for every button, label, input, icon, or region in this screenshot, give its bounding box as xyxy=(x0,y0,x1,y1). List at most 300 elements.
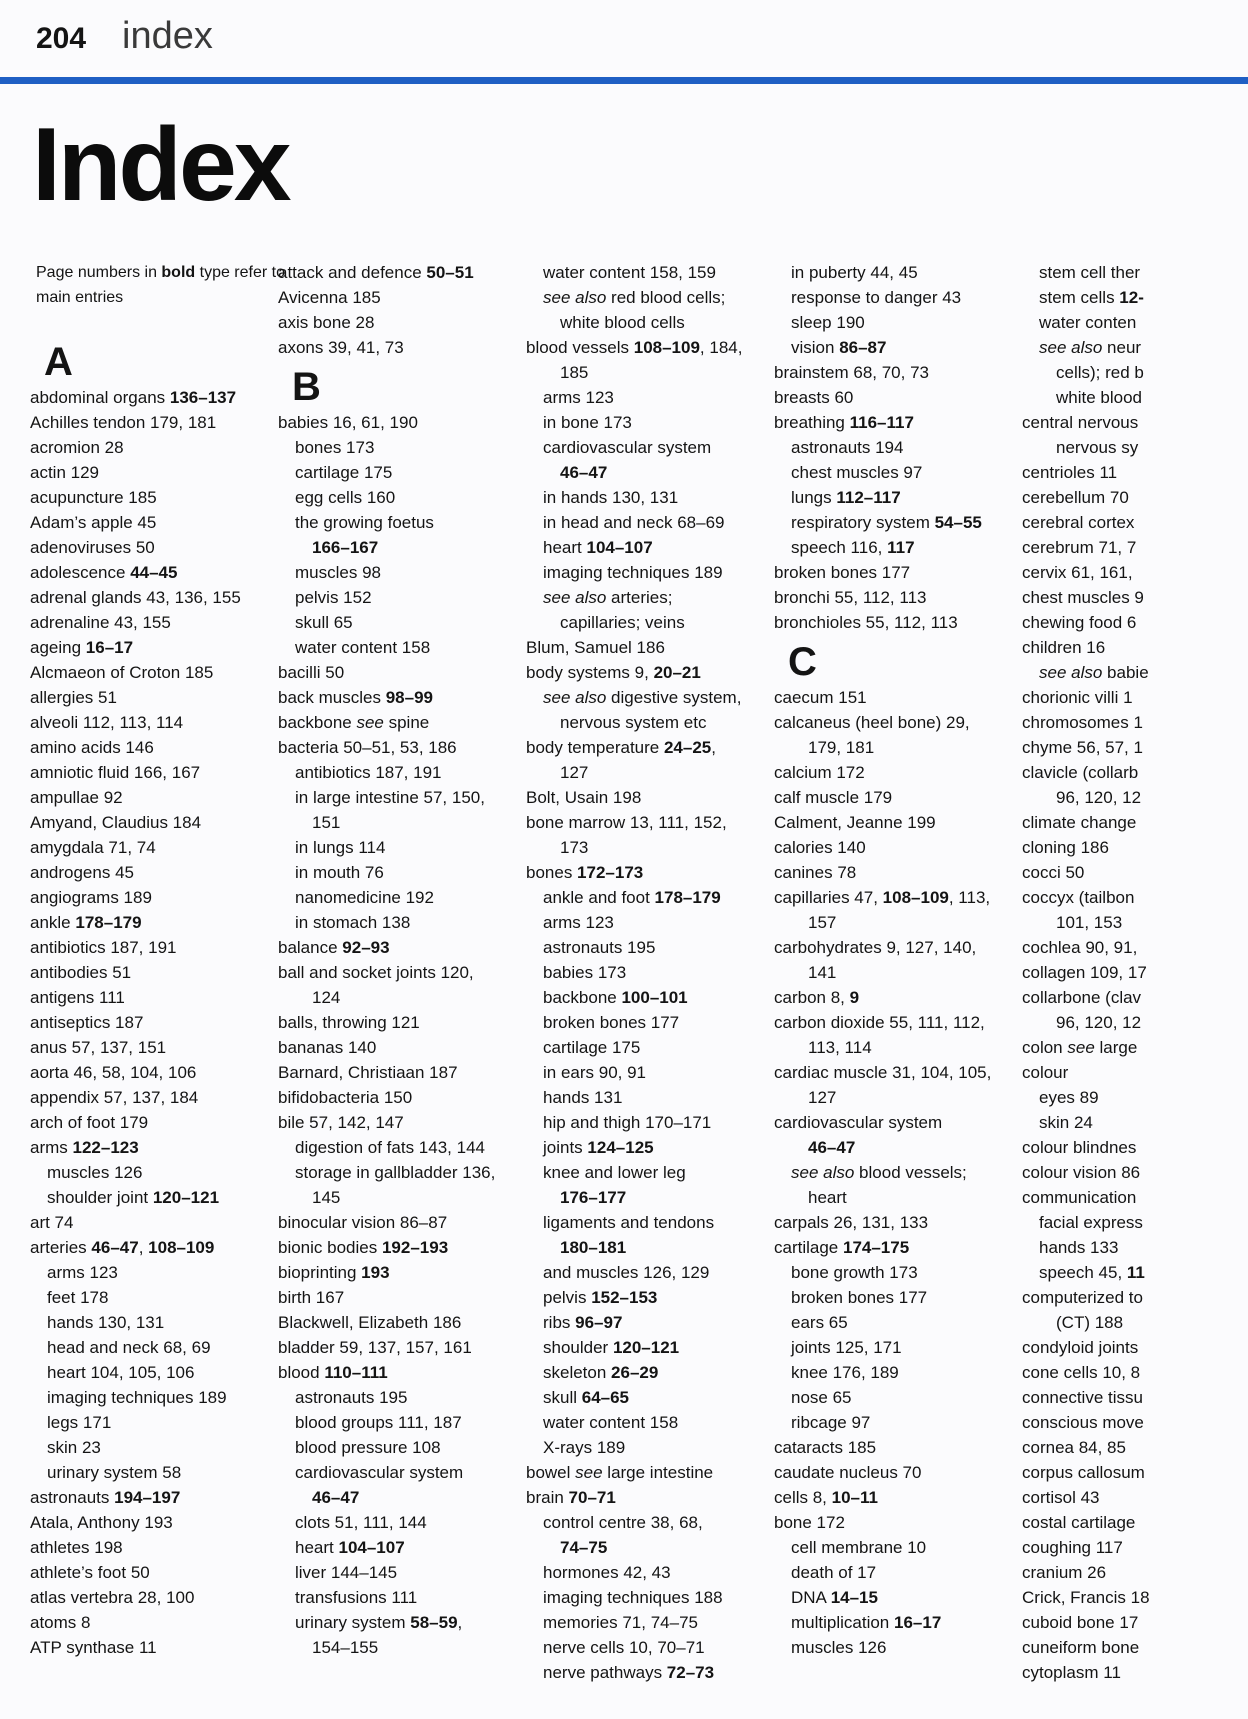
index-subentry xyxy=(774,1185,1064,1210)
main-page-ref: 108–109 xyxy=(882,888,949,907)
entry-text: colour blindnes xyxy=(1022,1138,1137,1157)
index-entry xyxy=(278,935,568,960)
index-entry xyxy=(30,1560,320,1585)
entry-text: large intestine xyxy=(602,1463,714,1482)
index-entry xyxy=(30,1060,320,1085)
entry-text: cone cells 10, 8 xyxy=(1022,1363,1141,1382)
entry-text: capillaries; veins xyxy=(560,613,685,632)
index-subentry xyxy=(526,1560,816,1585)
index-entry xyxy=(1022,1560,1248,1585)
index-entry xyxy=(30,860,320,885)
index-subentry xyxy=(30,1435,320,1460)
entry-text: central nervous xyxy=(1022,413,1139,432)
entry-text: shoulder joint xyxy=(47,1188,153,1207)
index-subentry xyxy=(526,910,816,935)
index-subentry xyxy=(774,1310,1064,1335)
entry-text: 141 xyxy=(808,963,837,982)
index-subentry xyxy=(1022,1210,1248,1235)
index-subentry xyxy=(278,535,568,560)
main-page-ref: 26–29 xyxy=(611,1363,659,1382)
entry-text: atoms 8 xyxy=(30,1613,91,1632)
index-entry xyxy=(774,560,1064,585)
index-subentry xyxy=(30,1310,320,1335)
entry-text: bacilli 50 xyxy=(278,663,345,682)
entry-text: arteries; xyxy=(606,588,673,607)
entry-text: 179, 181 xyxy=(808,738,875,757)
index-entry xyxy=(30,385,320,410)
main-page-ref: 124–125 xyxy=(587,1138,654,1157)
cross-ref-word: see xyxy=(575,1463,603,1482)
entry-text: vision xyxy=(791,338,840,357)
entry-text: arms 123 xyxy=(543,388,614,407)
index-subentry xyxy=(774,1335,1064,1360)
entry-text: head and neck 68, 69 xyxy=(47,1338,211,1357)
entry-text: breasts 60 xyxy=(774,388,854,407)
index-entry xyxy=(30,910,320,935)
entry-text: in lungs 114 xyxy=(295,838,386,857)
entry-text: eyes 89 xyxy=(1039,1088,1099,1107)
entry-text: broken bones 177 xyxy=(774,563,911,582)
entry-text: water content 158 xyxy=(295,638,431,657)
main-page-ref: 178–179 xyxy=(654,888,721,907)
entry-text: 127 xyxy=(560,763,589,782)
spacer xyxy=(30,285,320,310)
entry-text: bronchi 55, 112, 113 xyxy=(774,588,927,607)
entry-text: astronauts 195 xyxy=(295,1388,408,1407)
index-subentry xyxy=(1022,260,1248,285)
main-page-ref: 50–51 xyxy=(426,263,474,282)
entry-text: attack and defence xyxy=(278,263,427,282)
index-subentry xyxy=(278,610,568,635)
entry-text: urinary system 58 xyxy=(47,1463,182,1482)
main-page-ref: 44–45 xyxy=(130,563,178,582)
page-number: 204 xyxy=(36,22,87,55)
entry-text: brainstem 68, 70, 73 xyxy=(774,363,929,382)
index-entry xyxy=(30,585,320,610)
entry-text: spine xyxy=(383,713,430,732)
entry-text: in puberty 44, 45 xyxy=(791,263,918,282)
main-page-ref: 117 xyxy=(887,538,915,557)
entry-text: ligaments and tendons xyxy=(543,1213,715,1232)
entry-text: children 16 xyxy=(1022,638,1106,657)
index-entry xyxy=(1022,1485,1248,1510)
entry-text: ankle xyxy=(30,913,76,932)
index-subentry xyxy=(526,285,816,310)
index-subentry xyxy=(1022,1310,1248,1335)
index-subentry xyxy=(278,1485,568,1510)
entry-text: ATP synthase 11 xyxy=(30,1638,157,1657)
index-column-3 xyxy=(526,260,816,1685)
index-entry xyxy=(1022,1610,1248,1635)
index-entry xyxy=(1022,885,1248,910)
main-page-ref: 172–173 xyxy=(577,863,644,882)
entry-text: back muscles xyxy=(278,688,386,707)
index-subentry xyxy=(1022,1085,1248,1110)
entry-text: cardiovascular system xyxy=(295,1463,464,1482)
entry-text: cocci 50 xyxy=(1022,863,1085,882)
index-entry xyxy=(30,710,320,735)
cross-ref-word: see also xyxy=(791,1163,855,1182)
index-subentry xyxy=(526,1185,816,1210)
main-page-ref: 98–99 xyxy=(385,688,433,707)
header-rule xyxy=(0,77,1248,84)
main-page-ref: 174–175 xyxy=(842,1238,910,1257)
entry-text: backbone xyxy=(278,713,357,732)
index-entry xyxy=(774,410,1064,435)
entry-text: Achilles tendon 179, 181 xyxy=(30,413,217,432)
entry-text: antiseptics 187 xyxy=(30,1013,144,1032)
entry-text: 154–155 xyxy=(312,1638,379,1657)
entry-text: Alcmaeon of Croton 185 xyxy=(30,663,214,682)
index-subentry xyxy=(526,1310,816,1335)
index-subentry xyxy=(526,1110,816,1135)
entry-text: collagen 109, 17 xyxy=(1022,963,1147,982)
main-page-ref: 11 xyxy=(1126,1263,1145,1282)
entry-text: death of 17 xyxy=(791,1563,877,1582)
index-subentry xyxy=(774,1085,1064,1110)
index-subentry xyxy=(774,535,1064,560)
entry-text: memories 71, 74–75 xyxy=(543,1613,698,1632)
index-subentry xyxy=(526,1060,816,1085)
entry-text: ball and socket joints 120, xyxy=(278,963,474,982)
index-subentry xyxy=(526,710,816,735)
entry-text: canines 78 xyxy=(774,863,857,882)
entry-text: knee 176, 189 xyxy=(791,1363,899,1382)
index-subentry xyxy=(278,760,568,785)
index-subentry xyxy=(774,1535,1064,1560)
entry-text: ageing xyxy=(30,638,86,657)
entry-text: cytoplasm 11 xyxy=(1022,1663,1121,1682)
index-subentry xyxy=(774,735,1064,760)
index-entry xyxy=(30,1610,320,1635)
index-subentry xyxy=(526,1210,816,1235)
main-page-ref: 180–181 xyxy=(560,1238,627,1257)
entry-text: axis bone 28 xyxy=(278,313,375,332)
index-entry xyxy=(774,585,1064,610)
spacer xyxy=(30,310,320,335)
entry-text: storage in gallbladder 136, xyxy=(295,1163,496,1182)
entry-text: blood vessels; xyxy=(854,1163,967,1182)
index-subentry xyxy=(526,1535,816,1560)
index-subentry xyxy=(278,885,568,910)
index-entry xyxy=(30,1010,320,1035)
entry-text: appendix 57, 137, 184 xyxy=(30,1088,199,1107)
index-entry xyxy=(774,1485,1064,1510)
entry-text: white blood xyxy=(1056,388,1143,407)
entry-text: adrenaline 43, 155 xyxy=(30,613,171,632)
entry-text: urinary system xyxy=(295,1613,411,1632)
index-subentry xyxy=(526,1085,816,1110)
section-letter: B xyxy=(292,365,321,409)
main-page-ref: 86–87 xyxy=(839,338,887,357)
index-subentry xyxy=(526,1385,816,1410)
index-subentry xyxy=(526,1635,816,1660)
index-entry xyxy=(1022,710,1248,735)
entry-text: athletes 198 xyxy=(30,1538,123,1557)
index-entry xyxy=(278,1360,568,1385)
index-entry xyxy=(30,760,320,785)
index-subentry xyxy=(774,910,1064,935)
index-entry xyxy=(526,635,816,660)
entry-text: bifidobacteria 150 xyxy=(278,1088,413,1107)
entry-text: actin 129 xyxy=(30,463,99,482)
index-entry xyxy=(774,1435,1064,1460)
index-subentry xyxy=(30,1360,320,1385)
entry-text: water conten xyxy=(1039,313,1137,332)
entry-text: clavicle (collarb xyxy=(1022,763,1139,782)
entry-text: cardiovascular system xyxy=(774,1113,943,1132)
index-column-4 xyxy=(774,260,1064,1660)
entry-text: acupuncture 185 xyxy=(30,488,157,507)
entry-text: , 184, xyxy=(699,338,743,357)
index-entry xyxy=(774,760,1064,785)
entry-text: in hands 130, 131 xyxy=(543,488,679,507)
index-entry xyxy=(1022,1460,1248,1485)
section-letter: A xyxy=(44,340,73,384)
entry-text: condyloid joints xyxy=(1022,1338,1139,1357)
entry-text: cells); red b xyxy=(1056,363,1144,382)
index-entry xyxy=(1022,1510,1248,1535)
main-page-ref: 192–193 xyxy=(381,1238,449,1257)
index-entry xyxy=(30,835,320,860)
entry-text: heart 104, 105, 106 xyxy=(47,1363,195,1382)
index-subentry xyxy=(526,760,816,785)
index-entry xyxy=(526,785,816,810)
main-page-ref: 16–17 xyxy=(85,638,134,657)
index-entry xyxy=(774,610,1064,635)
index-subentry xyxy=(774,1260,1064,1285)
main-page-ref: 136–137 xyxy=(169,388,237,407)
entry-text: knee and lower leg xyxy=(543,1163,686,1182)
entry-text: large xyxy=(1094,1038,1138,1057)
index-entry xyxy=(1022,1335,1248,1360)
index-subentry xyxy=(1022,785,1248,810)
index-entry xyxy=(30,1085,320,1110)
entry-text: calcaneus (heel bone) 29, xyxy=(774,713,970,732)
cross-ref-word: see also xyxy=(543,688,607,707)
index-subentry xyxy=(774,335,1064,360)
index-subentry xyxy=(526,1660,816,1685)
index-entry xyxy=(526,335,816,360)
index-subentry xyxy=(1022,1235,1248,1260)
entry-text: chest muscles 9 xyxy=(1022,588,1144,607)
index-entry xyxy=(278,1260,568,1285)
entry-text: 101, 153 xyxy=(1056,913,1123,932)
index-entry xyxy=(1022,685,1248,710)
index-entry xyxy=(774,360,1064,385)
entry-text: astronauts 195 xyxy=(543,938,656,957)
entry-text: breathing xyxy=(774,413,850,432)
index-entry xyxy=(1022,560,1248,585)
entry-text: X-rays 189 xyxy=(543,1438,626,1457)
index-subentry xyxy=(1022,1110,1248,1135)
index-subentry xyxy=(30,1335,320,1360)
entry-text: arms 123 xyxy=(47,1263,118,1282)
entry-text: 124 xyxy=(312,988,341,1007)
entry-text: cerebrum 71, 7 xyxy=(1022,538,1137,557)
index-subentry xyxy=(30,1285,320,1310)
index-entry xyxy=(774,810,1064,835)
entry-text: cardiovascular system xyxy=(543,438,712,457)
main-page-ref: 74–75 xyxy=(560,1538,608,1557)
entry-text: antigens 111 xyxy=(30,988,125,1007)
index-entry xyxy=(278,260,568,285)
index-entry xyxy=(30,610,320,635)
main-page-ref: 24–25 xyxy=(663,738,712,757)
entry-text: art 74 xyxy=(30,1213,74,1232)
entry-text: nervous system etc xyxy=(560,713,707,732)
index-subentry xyxy=(526,360,816,385)
entry-text: alveoli 112, 113, 114 xyxy=(30,713,184,732)
index-subentry xyxy=(30,1260,320,1285)
page-title: Index xyxy=(32,107,289,223)
main-page-ref: 108–109 xyxy=(148,1238,215,1257)
entry-text: sleep 190 xyxy=(791,313,865,332)
entry-text: computerized to xyxy=(1022,1288,1143,1307)
entry-text: bones xyxy=(526,863,578,882)
entry-text: colour xyxy=(1022,1063,1069,1082)
index-subentry xyxy=(278,1510,568,1535)
main-page-ref: 116–117 xyxy=(849,413,914,432)
entry-text: bionic bodies xyxy=(278,1238,382,1257)
entry-text: respiratory system xyxy=(791,513,935,532)
entry-text: carbon dioxide 55, 111, 112, xyxy=(774,1013,985,1032)
entry-text: colour vision 86 xyxy=(1022,1163,1141,1182)
index-entry xyxy=(30,885,320,910)
index-entry xyxy=(1022,1060,1248,1085)
entry-text: bronchioles 55, 112, 113 xyxy=(774,613,958,632)
index-subentry xyxy=(526,1585,816,1610)
entry-text: babie xyxy=(1102,663,1149,682)
index-subentry xyxy=(774,1135,1064,1160)
main-page-ref: 16–17 xyxy=(894,1613,942,1632)
index-entry xyxy=(1022,635,1248,660)
index-subentry xyxy=(278,485,568,510)
entry-text: balance xyxy=(278,938,343,957)
index-entry xyxy=(1022,1535,1248,1560)
index-subentry xyxy=(526,610,816,635)
entry-text: coccyx (tailbon xyxy=(1022,888,1135,907)
main-page-ref: 178–179 xyxy=(75,913,142,932)
entry-text: blood groups 111, 187 xyxy=(295,1413,462,1432)
entry-text: antibiotics 187, 191 xyxy=(30,938,177,957)
entry-text: digestive system, xyxy=(606,688,742,707)
entry-text: imaging techniques 188 xyxy=(543,1588,723,1607)
entry-text: arteries xyxy=(30,1238,92,1257)
entry-text: cortisol 43 xyxy=(1022,1488,1100,1507)
entry-text: pelvis xyxy=(543,1288,592,1307)
entry-text: in ears 90, 91 xyxy=(543,1063,647,1082)
index-entry xyxy=(774,1010,1064,1035)
index-entry xyxy=(30,535,320,560)
entry-text: heart xyxy=(295,1538,339,1557)
index-entry xyxy=(1022,1185,1248,1210)
index-entry xyxy=(278,960,568,985)
index-entry xyxy=(774,710,1064,735)
entry-text: brain xyxy=(526,1488,569,1507)
index-entry xyxy=(1022,1585,1248,1610)
entry-text: calcium 172 xyxy=(774,763,865,782)
entry-text: liver 144–145 xyxy=(295,1563,398,1582)
index-subentry xyxy=(526,960,816,985)
entry-text: bones 173 xyxy=(295,438,375,457)
entry-text: ankle and foot xyxy=(543,888,655,907)
index-entry xyxy=(278,410,568,435)
index-subentry xyxy=(278,435,568,460)
entry-text: broken bones 177 xyxy=(791,1288,928,1307)
entry-text: capillaries 47, xyxy=(774,888,883,907)
entry-text: bile 57, 142, 147 xyxy=(278,1113,404,1132)
main-page-ref: 46–47 xyxy=(808,1138,856,1157)
entry-text: cataracts 185 xyxy=(774,1438,877,1457)
entry-text: heart xyxy=(808,1188,847,1207)
entry-text: Atala, Anthony 193 xyxy=(30,1513,173,1532)
index-subentry xyxy=(774,1635,1064,1660)
spacer xyxy=(30,260,320,285)
main-page-ref: 120–121 xyxy=(152,1188,220,1207)
entry-text: adenoviruses 50 xyxy=(30,538,155,557)
entry-text: ears 65 xyxy=(791,1313,848,1332)
entry-text: response to danger 43 xyxy=(791,288,962,307)
index-entry xyxy=(1022,760,1248,785)
index-column-2 xyxy=(278,260,568,1660)
index-entry xyxy=(278,1085,568,1110)
index-subentry xyxy=(526,1335,816,1360)
index-entry xyxy=(1022,1135,1248,1160)
index-entry xyxy=(278,735,568,760)
index-entry xyxy=(1022,585,1248,610)
index-subentry xyxy=(774,1385,1064,1410)
index-subentry xyxy=(526,460,816,485)
entry-text: in stomach 138 xyxy=(295,913,411,932)
index-subentry xyxy=(1022,310,1248,335)
index-subentry xyxy=(278,1185,568,1210)
main-page-ref: 12- xyxy=(1119,288,1144,307)
index-column-1 xyxy=(30,260,320,1660)
index-subentry xyxy=(278,835,568,860)
entry-text: Blum, Samuel 186 xyxy=(526,638,665,657)
entry-text: joints 125, 171 xyxy=(791,1338,902,1357)
entry-text: pelvis 152 xyxy=(295,588,372,607)
entry-text: antibiotics 187, 191 xyxy=(295,763,442,782)
entry-text: Blackwell, Elizabeth 186 xyxy=(278,1313,462,1332)
entry-text: hormones 42, 43 xyxy=(543,1563,671,1582)
entry-text: bananas 140 xyxy=(278,1038,377,1057)
entry-text: skin 24 xyxy=(1039,1113,1093,1132)
entry-text: in mouth 76 xyxy=(295,863,384,882)
main-page-ref: 176–177 xyxy=(560,1188,627,1207)
index-entry xyxy=(278,1060,568,1085)
index-entry xyxy=(30,485,320,510)
entry-text: (CT) 188 xyxy=(1056,1313,1124,1332)
entry-text: chorionic villi 1 xyxy=(1022,688,1133,707)
index-subentry xyxy=(526,835,816,860)
index-entry xyxy=(278,310,568,335)
entry-text: cartilage xyxy=(774,1238,843,1257)
index-subentry xyxy=(1022,660,1248,685)
entry-text: chewing food 6 xyxy=(1022,613,1137,632)
cross-ref-word: see also xyxy=(543,588,607,607)
main-page-ref: 104–107 xyxy=(338,1538,405,1557)
index-entry xyxy=(278,1235,568,1260)
index-subentry xyxy=(526,1135,816,1160)
index-entry xyxy=(30,960,320,985)
entry-text: bone marrow 13, 111, 152, xyxy=(526,813,727,832)
entry-text: hip and thigh 170–171 xyxy=(543,1113,712,1132)
entry-text: imaging techniques 189 xyxy=(47,1388,227,1407)
entry-text: speech 45, xyxy=(1039,1263,1127,1282)
index-column-5 xyxy=(1022,260,1248,1685)
